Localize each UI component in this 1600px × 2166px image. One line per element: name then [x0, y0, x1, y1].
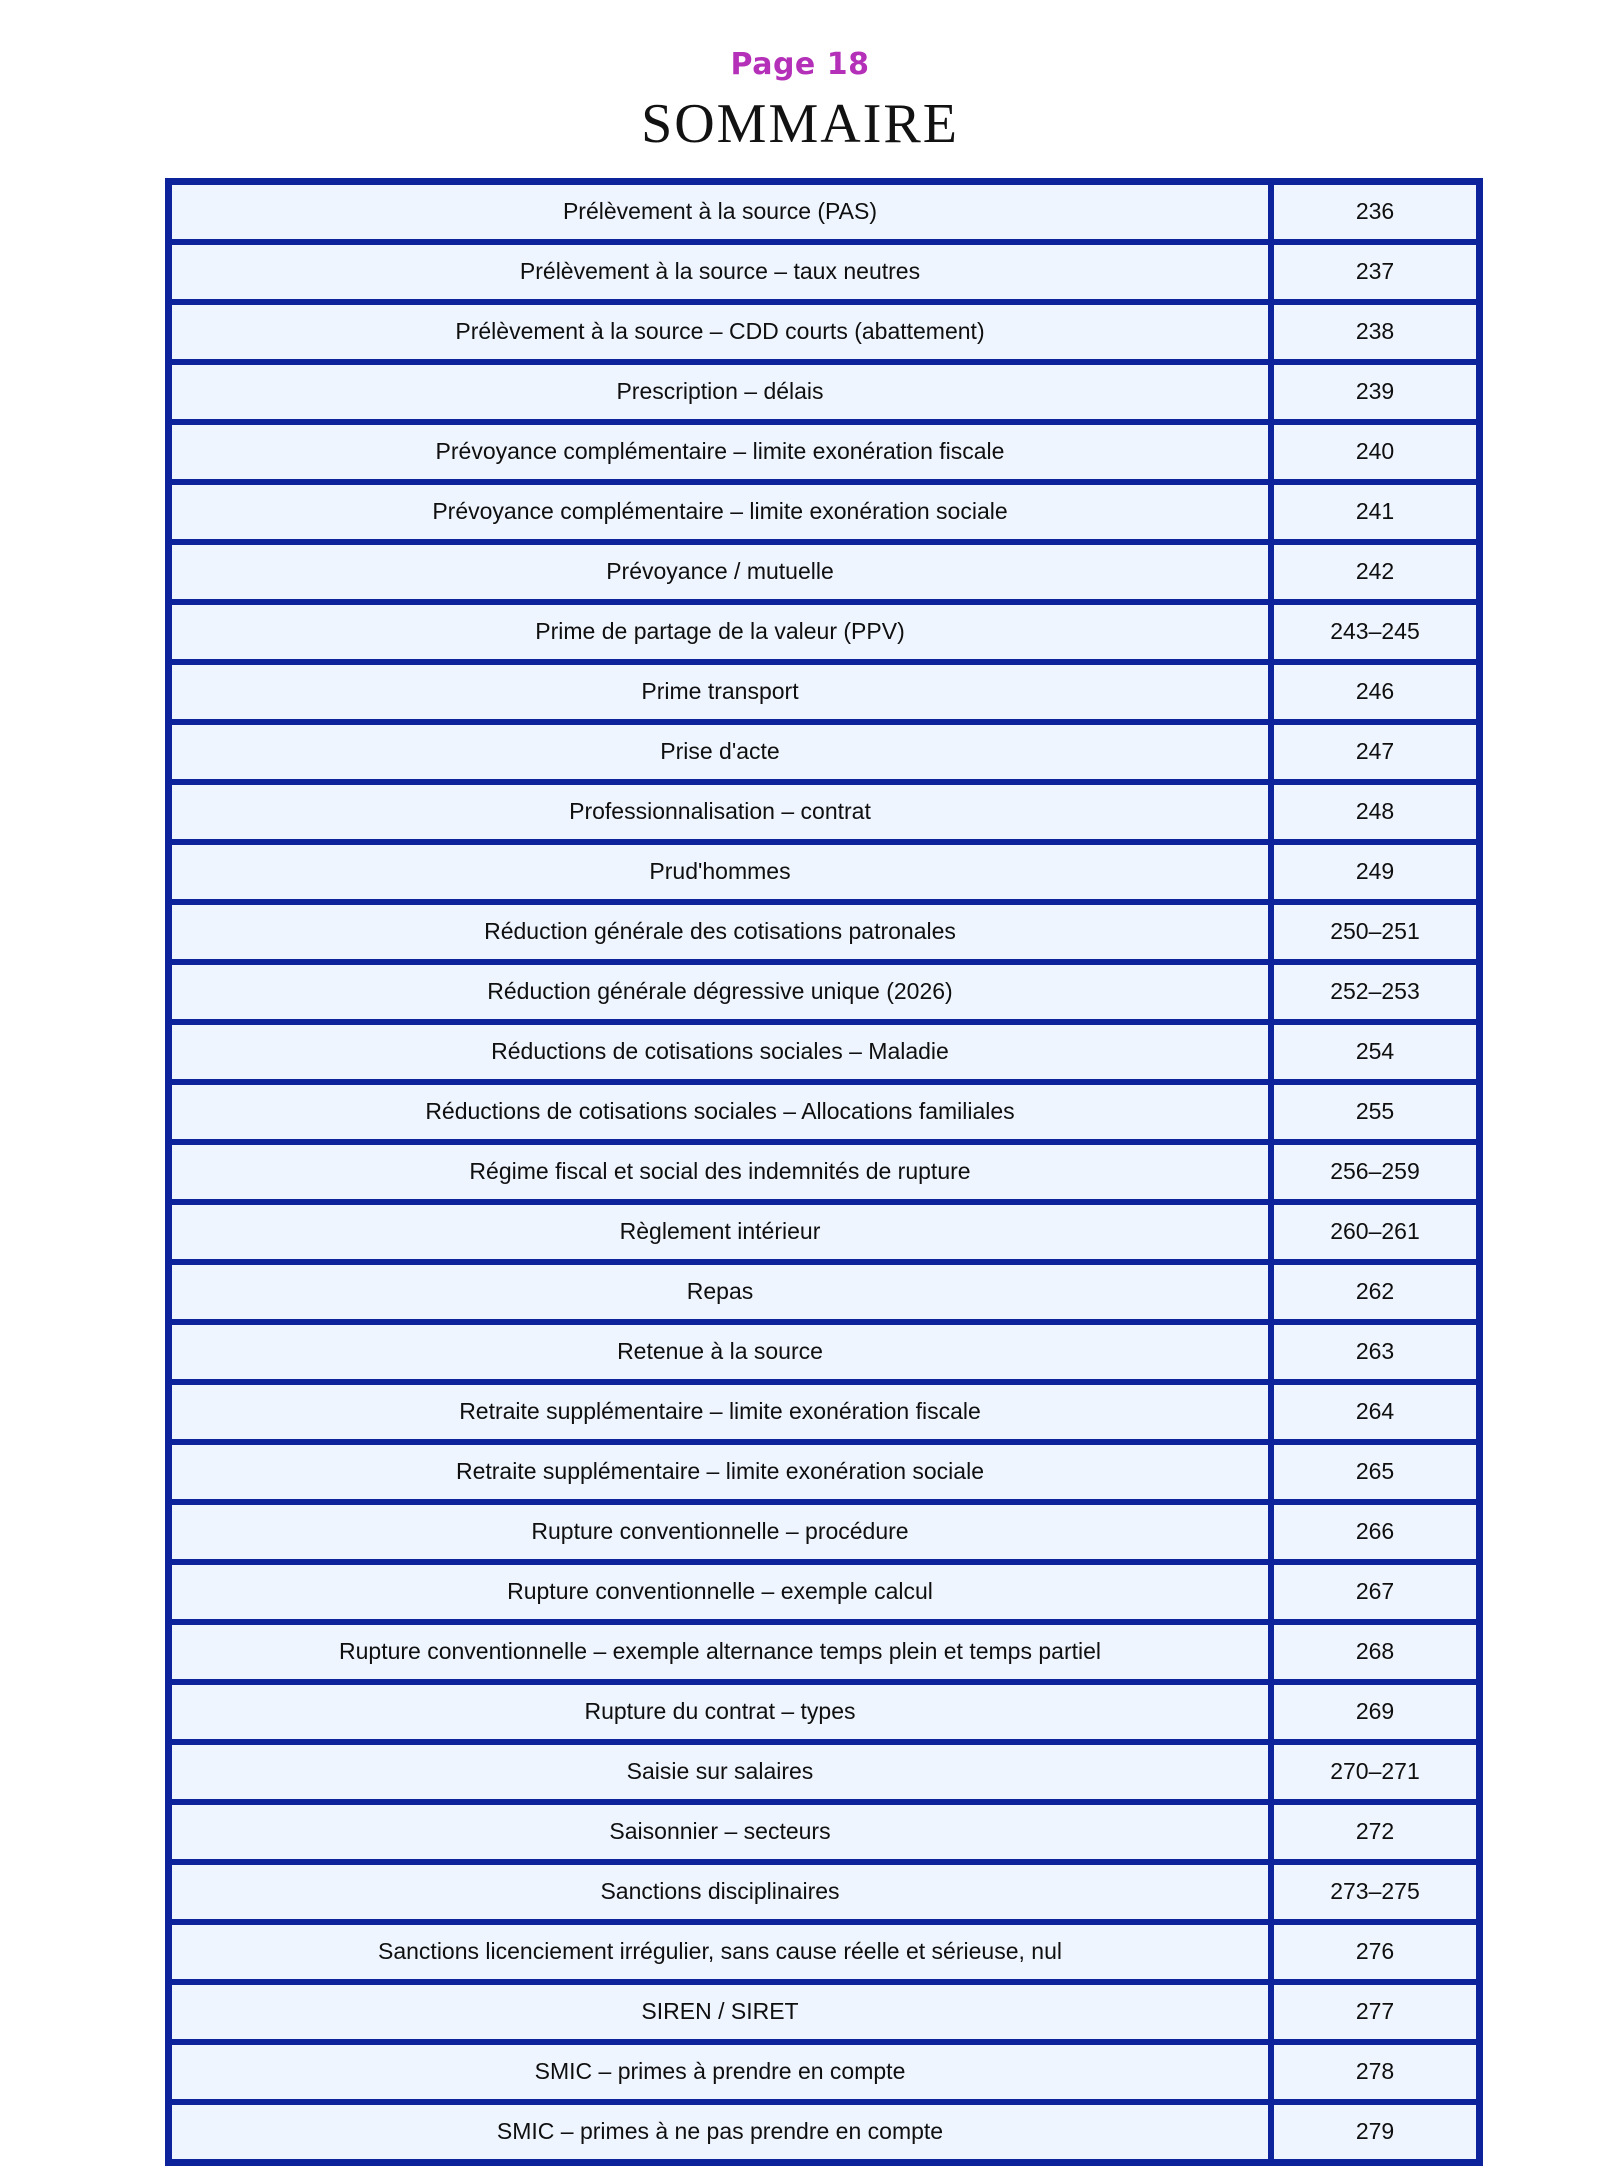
toc-entry-label: Saisonnier – secteurs	[169, 1802, 1271, 1862]
toc-entry-label: Réductions de cotisations sociales – Allocations familiales	[169, 1082, 1271, 1142]
table-row	[169, 422, 1479, 482]
toc-entry-label: Rupture conventionnelle – exemple calcul	[169, 1562, 1271, 1622]
table-row	[169, 662, 1479, 722]
toc-entry-label: Régime fiscal et social des indemnités de rupture	[169, 1142, 1271, 1202]
toc-entry-label: Réduction générale des cotisations patronales	[169, 902, 1271, 962]
toc-entry-label: Règlement intérieur	[169, 1202, 1271, 1262]
toc-entry-pages: 243–245	[1271, 602, 1479, 662]
toc-entry-pages: 250–251	[1271, 902, 1479, 962]
toc-entry-label: SMIC – primes à ne pas prendre en compte	[169, 2102, 1271, 2162]
toc-entry-pages: 255	[1271, 1082, 1479, 1142]
table-row	[169, 782, 1479, 842]
toc-entry-pages: 279	[1271, 2102, 1479, 2162]
toc-entry-label: Rupture conventionnelle – exemple alternance temps plein et temps partiel	[169, 1622, 1271, 1682]
table-row	[169, 1442, 1479, 1502]
toc-entry-label: Retenue à la source	[169, 1322, 1271, 1382]
toc-entry-label: Prévoyance complémentaire – limite exonération fiscale	[169, 422, 1271, 482]
toc-entry-pages: 240	[1271, 422, 1479, 482]
toc-entry-label: Prélèvement à la source – CDD courts (abattement)	[169, 302, 1271, 362]
table-row	[169, 1982, 1479, 2042]
toc-entry-pages: 249	[1271, 842, 1479, 902]
table-row	[169, 1922, 1479, 1982]
toc-entry-label: Réductions de cotisations sociales – Maladie	[169, 1022, 1271, 1082]
table-row	[169, 1802, 1479, 1862]
toc-entry-pages: 268	[1271, 1622, 1479, 1682]
toc-entry-pages: 239	[1271, 362, 1479, 422]
toc-entry-pages: 246	[1271, 662, 1479, 722]
table-row	[169, 1682, 1479, 1742]
toc-entry-label: Repas	[169, 1262, 1271, 1322]
toc-entry-label: Prescription – délais	[169, 362, 1271, 422]
toc-entry-pages: 236	[1271, 182, 1479, 242]
table-row	[169, 1562, 1479, 1622]
table-row	[169, 482, 1479, 542]
toc-entry-pages: 278	[1271, 2042, 1479, 2102]
toc-entry-pages: 241	[1271, 482, 1479, 542]
toc-entry-label: Rupture du contrat – types	[169, 1682, 1271, 1742]
toc-entry-pages: 266	[1271, 1502, 1479, 1562]
table-row	[169, 1502, 1479, 1562]
toc-table	[165, 178, 1483, 2166]
toc-entry-label: Saisie sur salaires	[169, 1742, 1271, 1802]
table-row	[169, 1742, 1479, 1802]
table-row	[169, 1262, 1479, 1322]
toc-entry-label: Retraite supplémentaire – limite exonération fiscale	[169, 1382, 1271, 1442]
table-row	[169, 242, 1479, 302]
toc-entry-label: Sanctions licenciement irrégulier, sans cause réelle et sérieuse, nul	[169, 1922, 1271, 1982]
table-of-contents	[165, 178, 1435, 2166]
toc-entry-pages: 276	[1271, 1922, 1479, 1982]
page-title: SOMMAIRE	[641, 93, 959, 155]
table-row	[169, 962, 1479, 1022]
table-row	[169, 302, 1479, 362]
toc-table-body	[169, 182, 1479, 2162]
toc-entry-pages: 270–271	[1271, 1742, 1479, 1802]
toc-entry-pages: 254	[1271, 1022, 1479, 1082]
table-row	[169, 182, 1479, 242]
toc-entry-pages: 262	[1271, 1262, 1479, 1322]
table-row	[169, 542, 1479, 602]
toc-entry-pages: 252–253	[1271, 962, 1479, 1022]
toc-entry-label: Prélèvement à la source (PAS)	[169, 182, 1271, 242]
toc-entry-label: Prélèvement à la source – taux neutres	[169, 242, 1271, 302]
toc-entry-label: Réduction générale dégressive unique (2026)	[169, 962, 1271, 1022]
table-row	[169, 1862, 1479, 1922]
toc-entry-label: Prime de partage de la valeur (PPV)	[169, 602, 1271, 662]
toc-entry-label: Rupture conventionnelle – procédure	[169, 1502, 1271, 1562]
toc-entry-label: SMIC – primes à prendre en compte	[169, 2042, 1271, 2102]
table-row	[169, 1202, 1479, 1262]
toc-entry-pages: 273–275	[1271, 1862, 1479, 1922]
toc-entry-pages: 247	[1271, 722, 1479, 782]
toc-entry-pages: 237	[1271, 242, 1479, 302]
table-row	[169, 602, 1479, 662]
toc-entry-label: SIREN / SIRET	[169, 1982, 1271, 2042]
toc-entry-label: Prime transport	[169, 662, 1271, 722]
toc-entry-pages: 272	[1271, 1802, 1479, 1862]
toc-entry-pages: 267	[1271, 1562, 1479, 1622]
table-row	[169, 902, 1479, 962]
toc-entry-label: Sanctions disciplinaires	[169, 1862, 1271, 1922]
toc-entry-label: Retraite supplémentaire – limite exonération sociale	[169, 1442, 1271, 1502]
toc-entry-pages: 238	[1271, 302, 1479, 362]
table-row	[169, 1082, 1479, 1142]
table-row	[169, 1022, 1479, 1082]
toc-entry-label: Prévoyance complémentaire – limite exonération sociale	[169, 482, 1271, 542]
toc-entry-pages: 256–259	[1271, 1142, 1479, 1202]
toc-entry-pages: 264	[1271, 1382, 1479, 1442]
table-row	[169, 1142, 1479, 1202]
page-number-label: Page 18	[730, 47, 870, 82]
toc-entry-label: Prévoyance / mutuelle	[169, 542, 1271, 602]
table-row	[169, 362, 1479, 422]
toc-entry-label: Professionnalisation – contrat	[169, 782, 1271, 842]
toc-entry-pages: 269	[1271, 1682, 1479, 1742]
toc-entry-label: Prud'hommes	[169, 842, 1271, 902]
table-row	[169, 1322, 1479, 1382]
table-row	[169, 1622, 1479, 1682]
toc-entry-pages: 263	[1271, 1322, 1479, 1382]
toc-entry-pages: 248	[1271, 782, 1479, 842]
table-row	[169, 2102, 1479, 2162]
table-row	[169, 722, 1479, 782]
toc-entry-label: Prise d'acte	[169, 722, 1271, 782]
toc-entry-pages: 277	[1271, 1982, 1479, 2042]
toc-entry-pages: 260–261	[1271, 1202, 1479, 1262]
table-row	[169, 1382, 1479, 1442]
document-page	[0, 47, 1600, 2145]
toc-entry-pages: 242	[1271, 542, 1479, 602]
table-row	[169, 2042, 1479, 2102]
toc-entry-pages: 265	[1271, 1442, 1479, 1502]
table-row	[169, 842, 1479, 902]
